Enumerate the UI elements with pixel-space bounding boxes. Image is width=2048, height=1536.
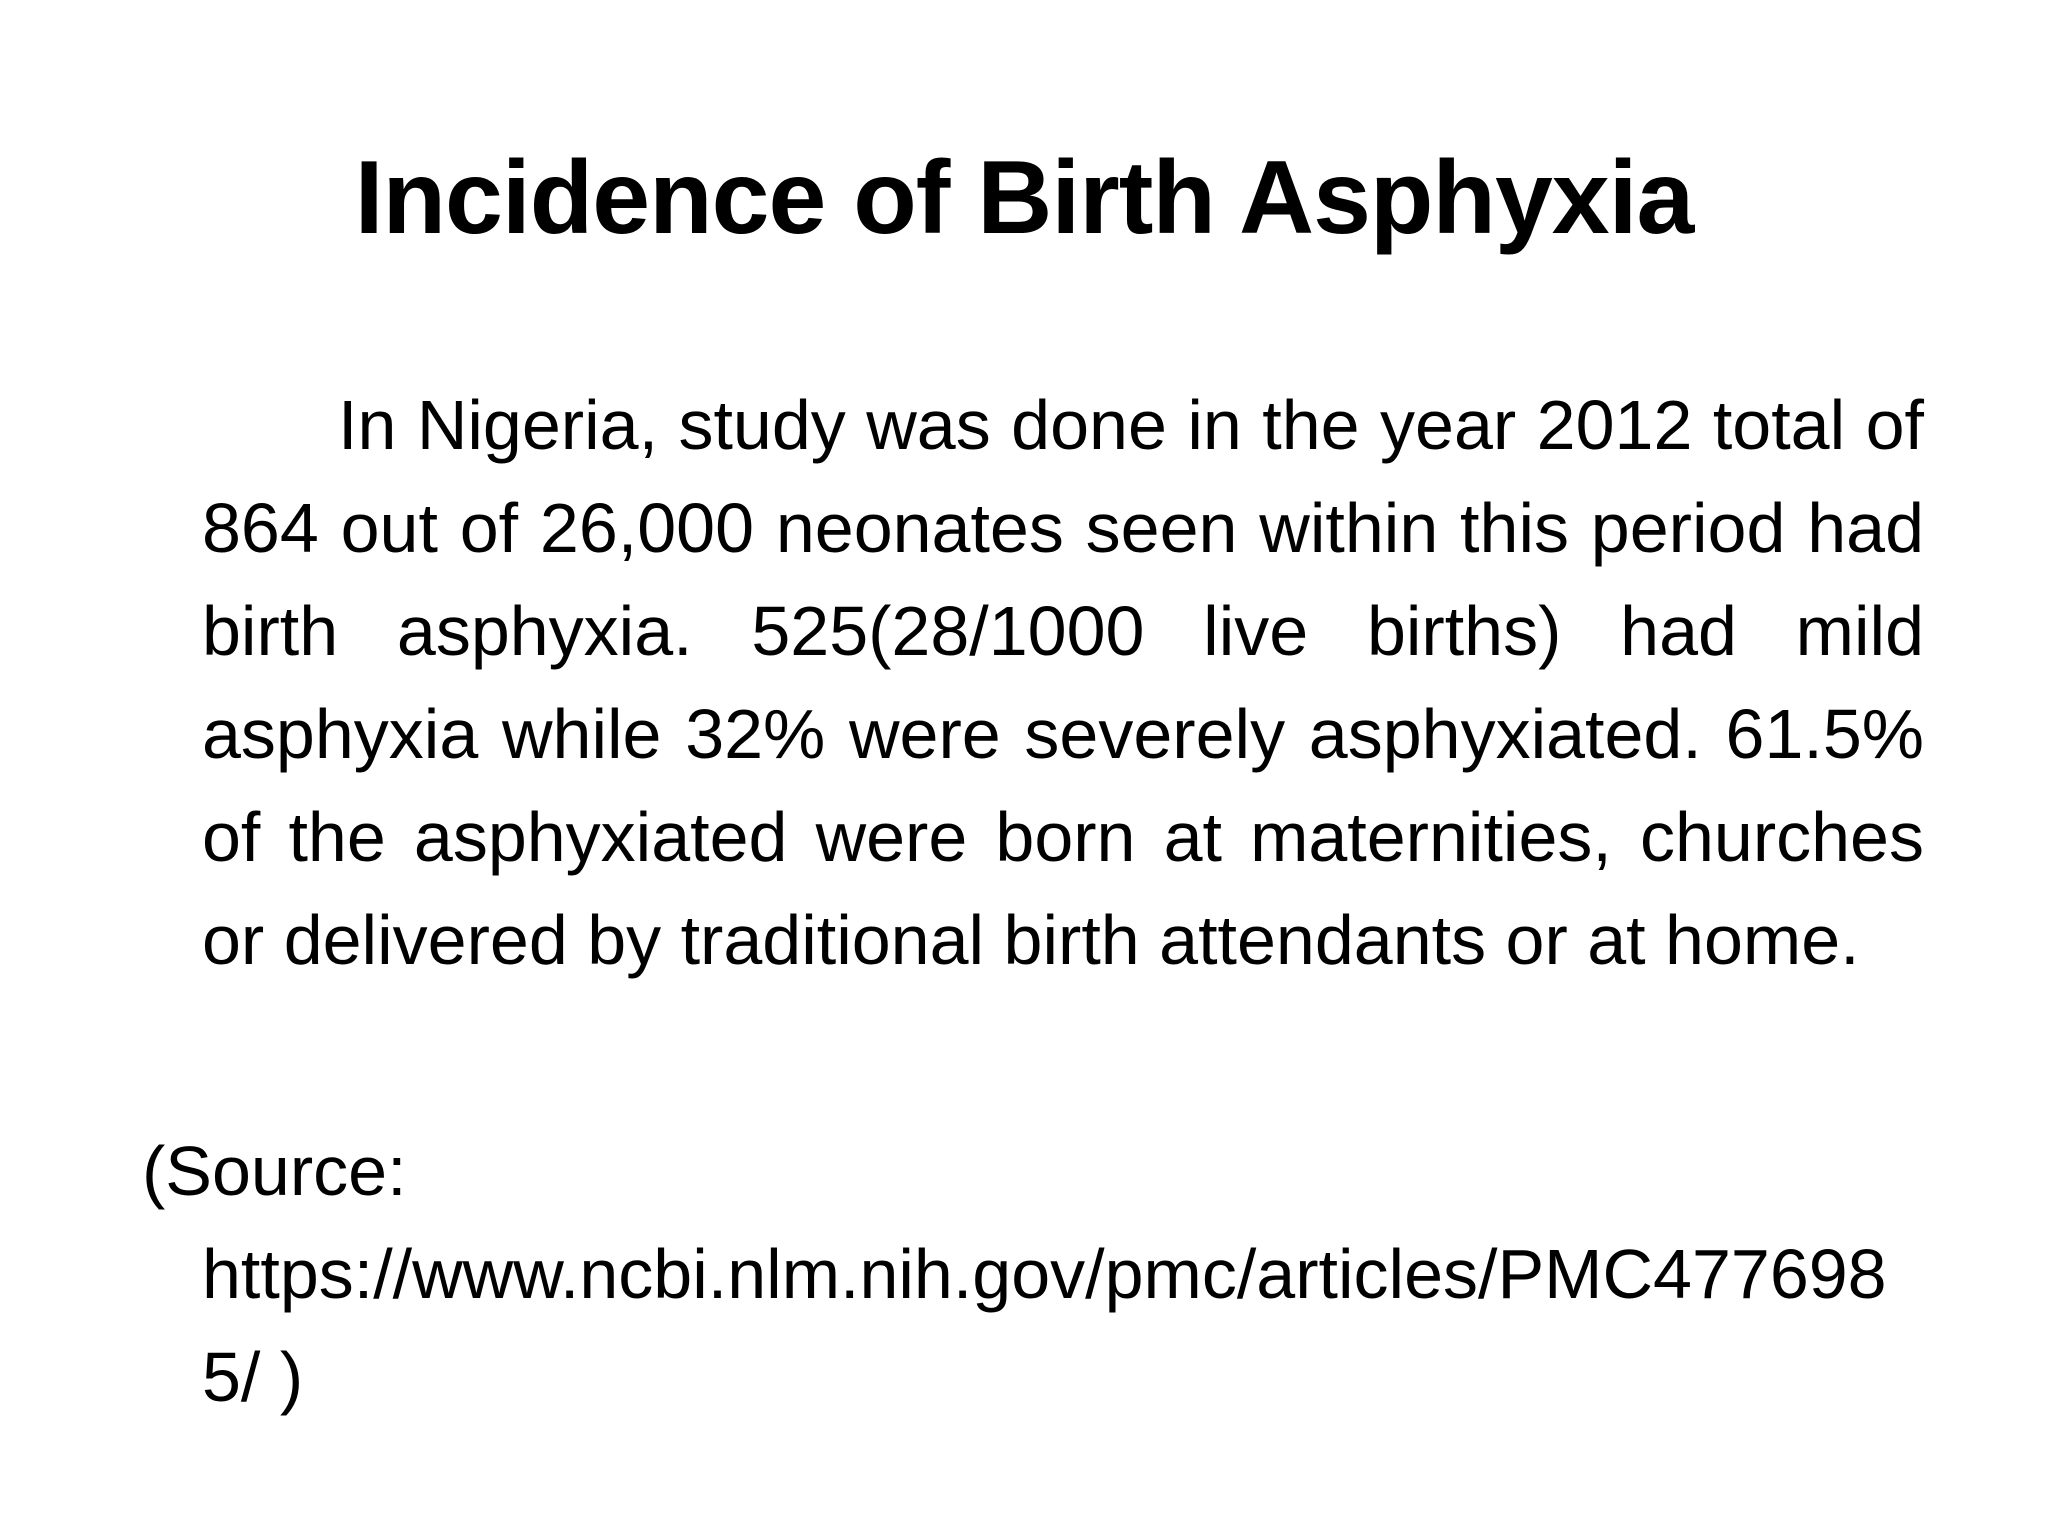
source-url: https://www.ncbi.nlm.nih.gov/pmc/articles/PMC4776985/ ) [202, 1235, 1887, 1416]
body-text: In Nigeria, study was done in the year 2012 total of 864 out of 26,000 neonates seen within this period had birth asphyxia. 525(28/1000 live births) had mild asphyxia while 32% were severely asphyxiated. 61.5% of the asphyxiated were born at maternities, churches or delivered by traditional birth attendants or at home. [202, 386, 1924, 979]
body-paragraph [202, 374, 1924, 992]
slide-title: Incidence of Birth Asphyxia [354, 140, 1694, 256]
source-citation [142, 1120, 1932, 1429]
source-label: (Source: [142, 1132, 407, 1210]
